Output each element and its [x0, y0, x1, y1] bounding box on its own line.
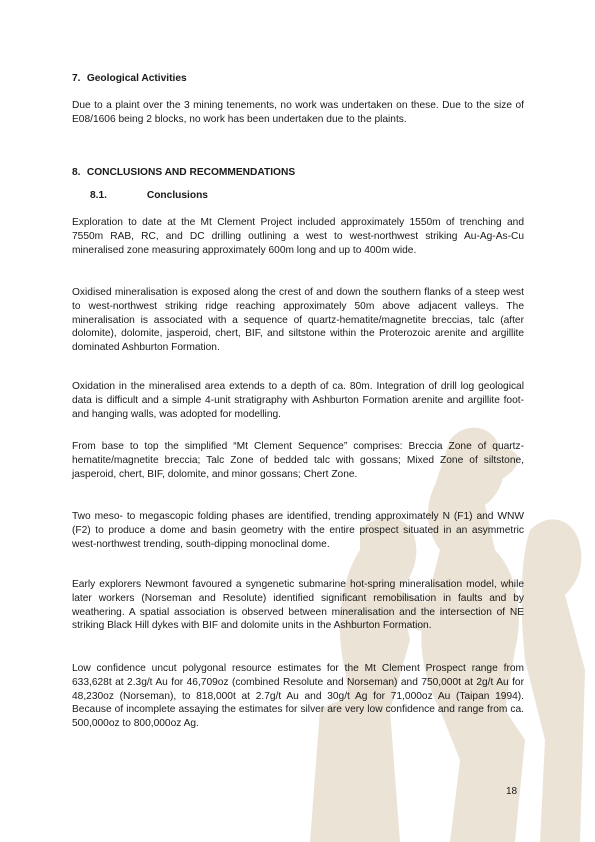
section-7-paragraph: Due to a plaint over the 3 mining tenements, no work was undertaken on these. Due to the size of E08/1606 being 2 blocks, no work has been undertaken due to the plaints. — [72, 100, 524, 125]
paragraph: Low confidence uncut polygonal resource estimates for the Mt Clement Prospect range from 633,628t at 2.3g/t Au for 46,709oz (combined Resolute and Norseman) and 750,000t at 2g/t Au for 48,230oz (Norseman), to 818,000t at 2.7g/t Au and 30g/t Ag for 71,000oz Au (Taipan 1994). Because of incomplete assaying the estimates for silver are very low confidence and range from ca. 500,000oz to 800,000oz Ag. — [72, 663, 524, 730]
section-8-number: 8. — [72, 167, 81, 178]
paragraph: Two meso- to megascopic folding phases are identified, trending approximately N (F1) and WNW (F2) to produce a dome and basin geometry with the entire prospect situated in an asymmetric west-northwest trending, south-dipping monoclinal dome. — [72, 511, 524, 550]
section-7-number: 7. — [72, 73, 81, 84]
subsection-8-1-number: 8.1. — [90, 190, 107, 201]
paragraph: From base to top the simplified “Mt Clement Sequence” comprises: Breccia Zone of quartz-hematite/magnetite breccia; Talc Zone of bedded talc with gossans; Mixed Zone of siltstone, jasperoid, chert, BIF, dolomite, and minor gossans; Chert Zone. — [72, 441, 524, 480]
page-number: 18 — [506, 786, 518, 797]
paragraph: Oxidation in the mineralised area extends to a depth of ca. 80m. Integration of drill log geological data is difficult and a simple 4-unit stratigraphy with Ashburton Formation arenite and argillite foot- and hanging walls, was adopted for modelling. — [72, 381, 524, 420]
paragraph: Early explorers Newmont favoured a syngenetic submarine hot-spring mineralisation model, while later workers (Norseman and Resolute) identified significant remobilisation in faults and by weathering. A spatial association is observed between mineralisation and the intersection of NE striking Black Hill dykes with BIF and dolomite units in the Ashburton Formation. — [72, 579, 524, 632]
section-7-heading — [72, 73, 187, 84]
subsection-8-1-title: Conclusions — [146, 190, 208, 201]
subsection-8-1-heading — [90, 190, 208, 201]
section-8-title: CONCLUSIONS AND RECOMMENDATIONS — [86, 167, 296, 178]
paragraph: Exploration to date at the Mt Clement Project included approximately 1550m of trenching and 7550m RAB, RC, and DC drilling outlining a west to west-northwest striking Au-Ag-As-Cu mineralised zone measuring approximately 600m long and up to 400m wide. — [72, 217, 524, 256]
paragraph: Oxidised mineralisation is exposed along the crest of and down the southern flanks of a steep west to west-northwest striking ridge reaching approximately 50m above adjacent valleys. The mineralisation is associated with a sequence of quartz-hematite/magnetite breccias, talc (after dolomite), dolomite, jasperoid, chert, BIF, and siltstone within the Proterozoic arenite and argillite dominated Ashburton Formation. — [72, 287, 524, 354]
section-7-title: Geological Activities — [86, 73, 187, 84]
section-8-heading — [72, 167, 295, 178]
